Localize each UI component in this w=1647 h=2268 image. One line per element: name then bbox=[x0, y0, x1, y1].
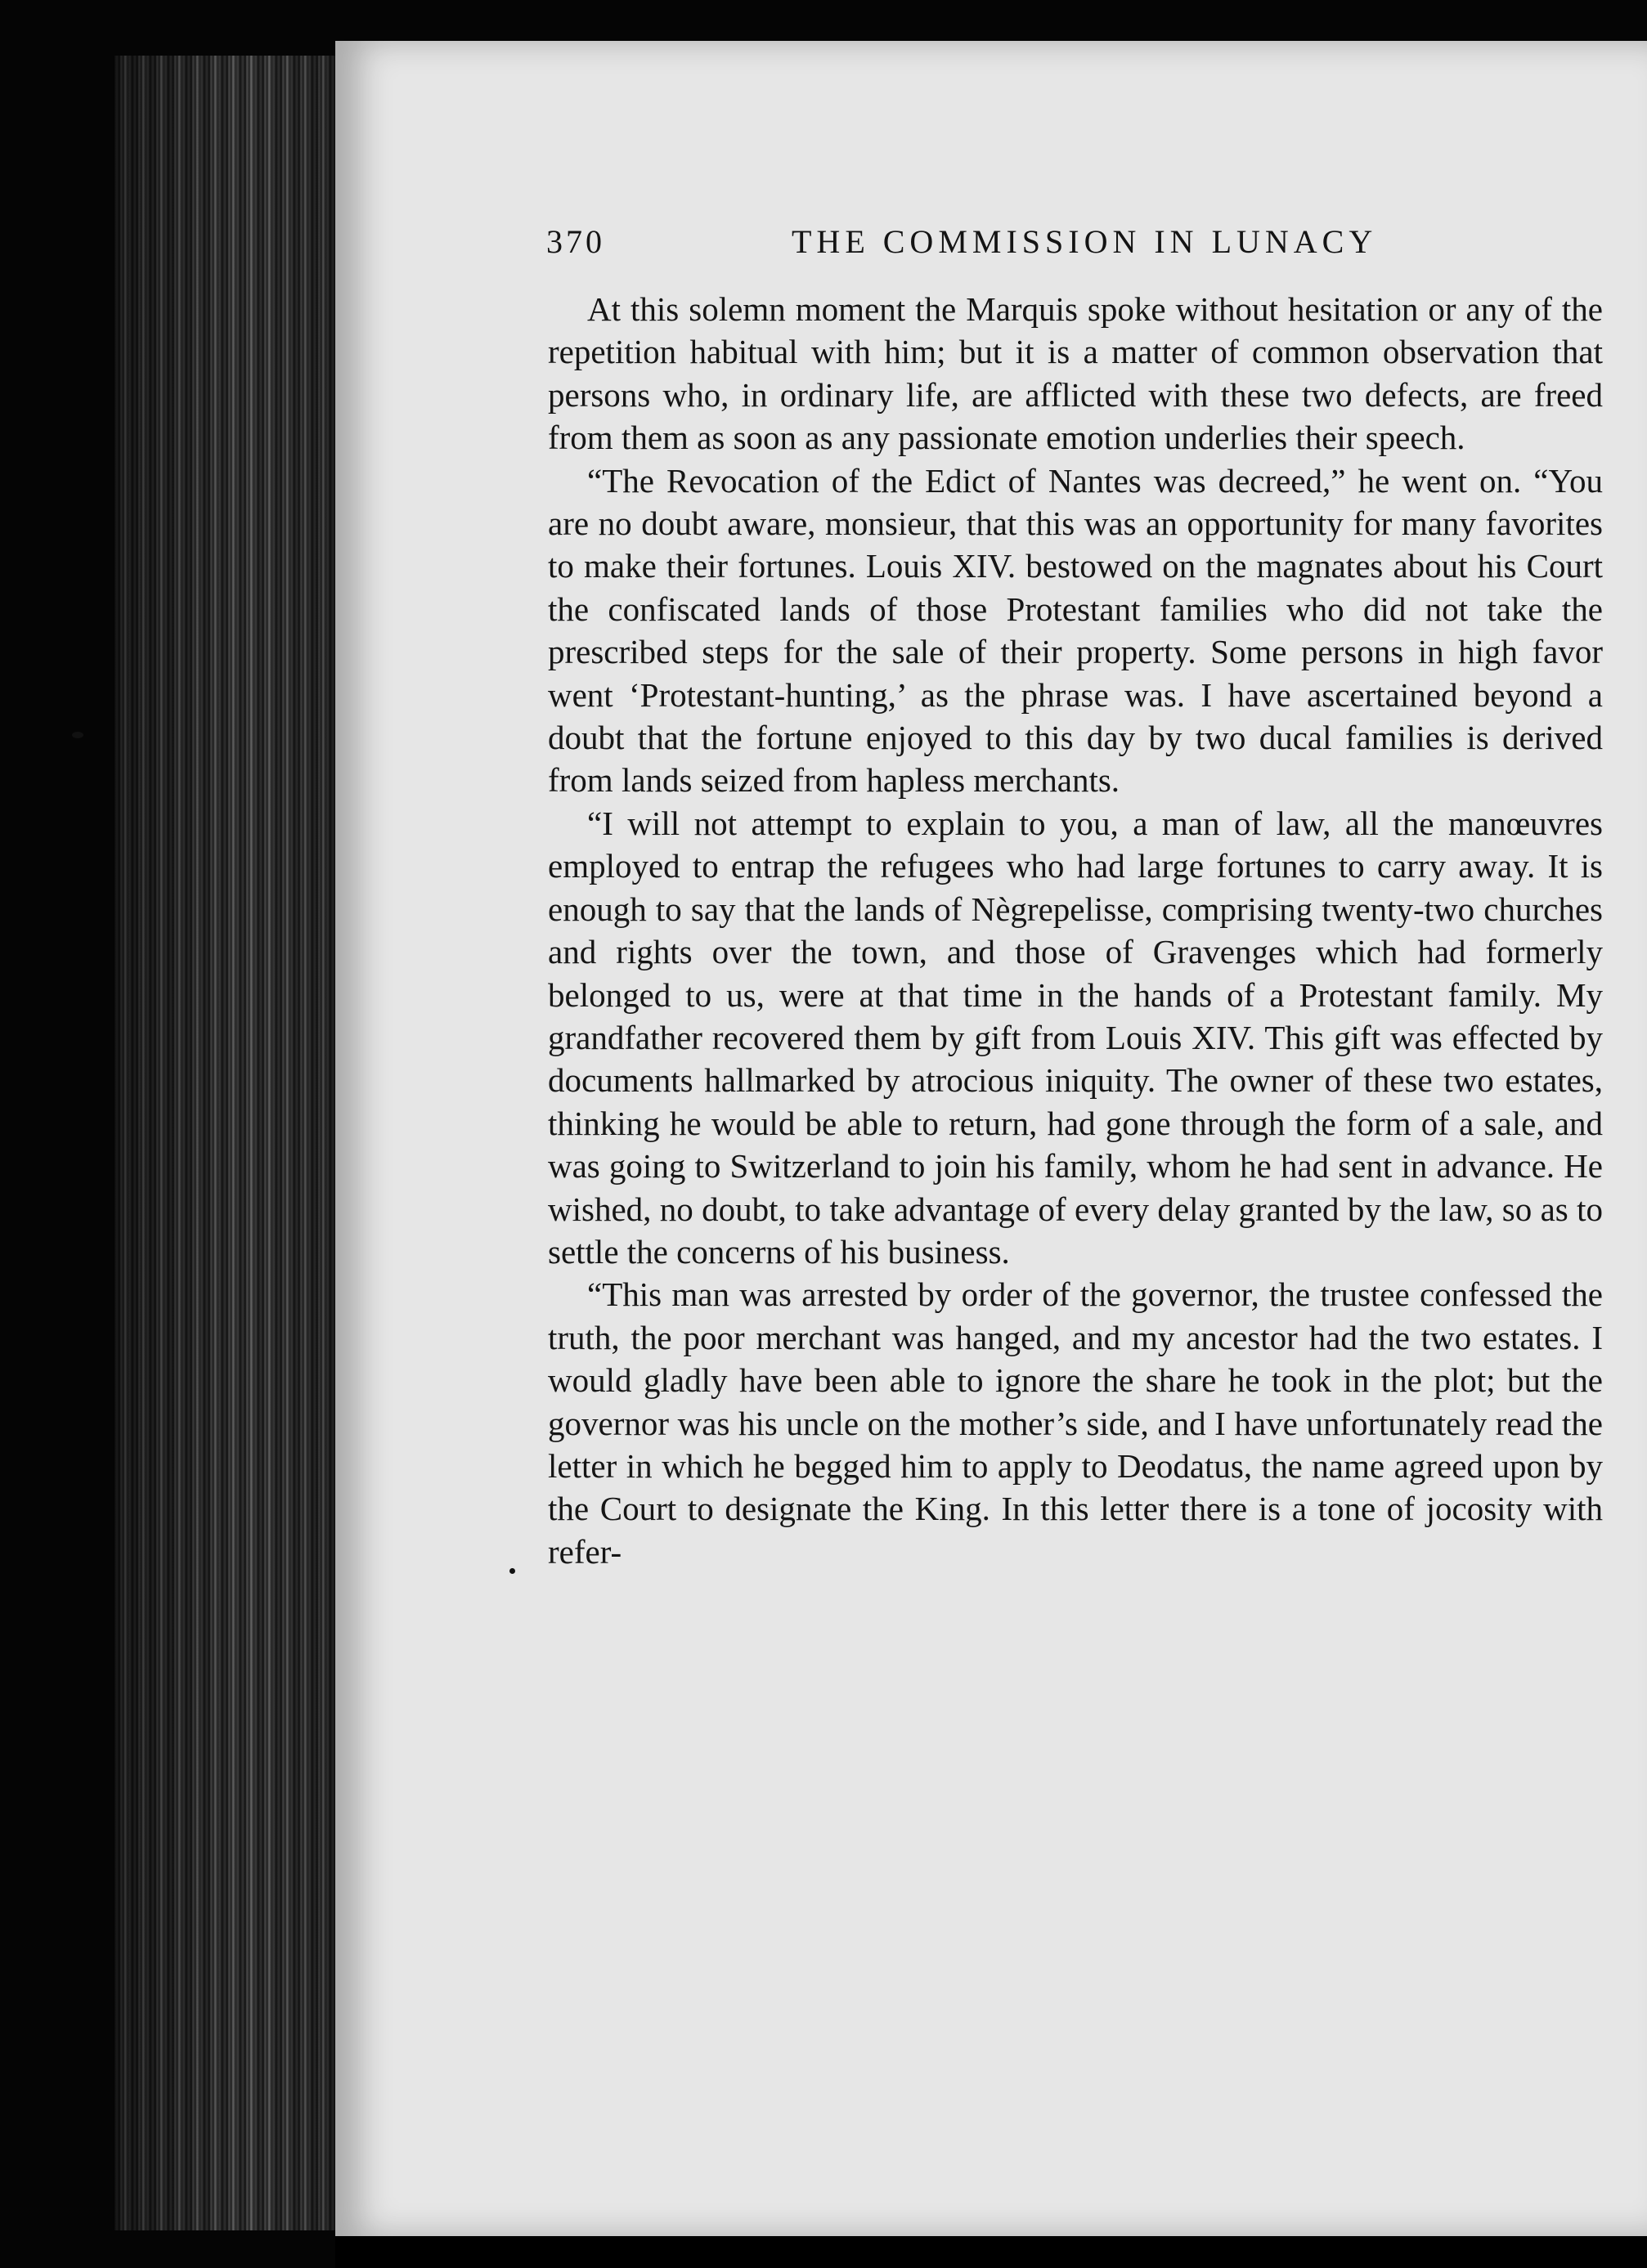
paragraph: “I will not attempt to explain to you, a man of law, all the manœuvres employed to entrap the refugees who had large fortunes to carry away. It is enough to say that the lands of Nègrepelisse, comprising twenty-two churches and rights over the town, and those of Gravenges which had formerly belonged to us, were at that time in the hands of a Protestant family. My grandfather recovered them by gift from Louis XIV. This gift was effected by documents hallmarked by atrocious iniquity. The owner of these two estates, thinking he would be able to return, had gone through the form of a sale, and was going to Switzerland to join his family, whom he had sent in advance. He wished, no doubt, to take advantage of every delay granted by the law, so as to settle the concerns of his business. bbox=[548, 804, 1603, 1271]
paragraph: “This man was arrested by order of the governor, the trustee confessed the truth, the poor merchant was hanged, and my ancestor had the two estates. I would gladly have been able to ignore the share he took in the plot; but the governor was his uncle on the mother’s side, and I have unfortunately read the letter in which he begged him to apply to Deodatus, the name agreed upon by the Court to designate the King. In this letter there is a tone of jocosity with refer- bbox=[548, 1275, 1603, 1571]
book-page-edges bbox=[114, 56, 335, 2230]
scan-border-bottom bbox=[335, 2236, 1647, 2268]
page-header bbox=[546, 222, 1609, 271]
page-number: 370 bbox=[546, 223, 605, 260]
running-title: THE COMMISSION IN LUNACY bbox=[792, 223, 1378, 260]
paragraph: At this solemn moment the Marquis spoke without hesitation or any of the repetition habitual with him; but it is a matter of common observation that persons who, in ordinary life, are afflicted with these two defects, are freed from them as soon as any passionate emotion underlies their speech. bbox=[548, 290, 1603, 457]
body-text bbox=[548, 288, 1603, 1573]
paragraph: “The Revocation of the Edict of Nantes was decreed,” he went on. “You are no doubt aware, monsieur, that this was an opportunity for many favorites to make their fortunes. Louis XIV. bestowed on the magnates about his Court the confiscated lands of those Protestant families who did not take the prescribed steps for the sale of their property. Some persons in high favor went ‘Protestant-hunting,’ as the phrase was. I have ascertained beyond a doubt that the fortune enjoyed to this day by two ducal families is derived from lands seized from hapless merchants. bbox=[548, 461, 1603, 800]
scan-speck bbox=[72, 732, 83, 738]
scan-speck bbox=[509, 1568, 515, 1574]
book-page bbox=[335, 41, 1647, 2236]
